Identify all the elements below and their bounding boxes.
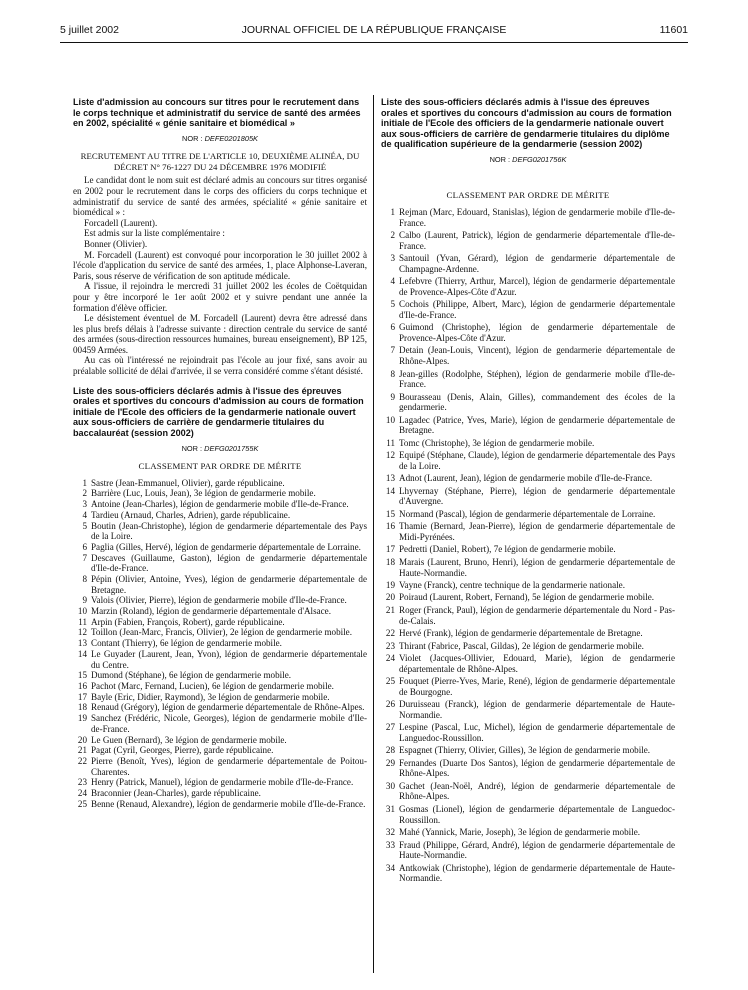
candidate-entry: Hervé (Frank), légion de gendarmerie départementale de Bretagne. [399, 628, 643, 639]
candidate-entry: Marzin (Roland), légion de gendarmerie départementale d'Alsace. [91, 606, 331, 617]
body-paragraph: Le candidat dont le nom suit est déclaré admis au concours sur titres organisé en 2002 pour le recrutement dans le corps des officiers du corps technique et administratif du service de santé des armées, spécialité « génie sanitaire et biomédical » : [73, 175, 367, 218]
list-item [381, 207, 675, 228]
right-column [381, 97, 675, 886]
rank-number: 14 [385, 485, 395, 496]
page-header [60, 24, 688, 38]
candidate-entry: Detain (Jean-Louis, Vincent), légion de gendarmerie départementale de Rhône-Alpes. [399, 345, 675, 367]
list-item [381, 557, 675, 578]
body-paragraph: A l'issue, il rejoindra le mercredi 31 juillet 2002 les écoles de Coëtquidan pour y être incorporé le 1er août 2002 et y suivre pendant une année la formation d'élève officier. [73, 281, 367, 313]
candidate-entry: Roger (Franck, Paul), légion de gendarmerie départementale du Nord - Pas-de-Calais. [399, 604, 675, 626]
list-item [73, 670, 367, 681]
candidate-entry: Vayne (Franck), centre technique de la gendarmerie nationale. [399, 580, 625, 590]
candidate-entry: Paglia (Gilles, Hervé), légion de gendarmerie départementale de Lorraine. [91, 541, 361, 552]
list-item [73, 692, 367, 703]
candidate-entry: Descaves (Guillaume, Gaston), légion de gendarmerie départementale d'Ile-de-France. [91, 552, 367, 574]
rank-number: 16 [77, 681, 87, 692]
candidate-entry: Toillon (Jean-Marc, Francis, Olivier), 2e légion de gendarmerie mobile. [91, 627, 352, 638]
candidate-entry: Gachet (Jean-Noël, André), légion de gendarmerie départementale de Rhône-Alpes. [399, 780, 675, 802]
issue-date: 5 juillet 2002 [60, 24, 119, 36]
candidate-entry: Lefebvre (Thierry, Arthur, Marcel), légion de gendarmerie départementale de Provence-Alpes-Côte d'Azur. [399, 276, 675, 297]
candidate-entry: Lagadec (Patrice, Yves, Marie), légion de gendarmerie départementale de Bretagne. [399, 414, 675, 436]
candidate-entry: Marais (Laurent, Bruno, Henri), légion de gendarmerie départementale de Haute-Normandie. [399, 556, 675, 578]
rank-number: 25 [385, 676, 395, 687]
rank-number: 2 [82, 488, 87, 499]
list-item [381, 827, 675, 838]
nor-code: DEFG0201756K [512, 154, 567, 164]
candidate-entry: Cochois (Philippe, Albert, Marc), légion de gendarmerie départementale d'Ile-de-France. [399, 299, 675, 320]
candidate-entry: Calbo (Laurent, Patrick), légion de gendarmerie départementale d'Ile-de-France. [399, 230, 675, 251]
list-item [381, 299, 675, 320]
rank-number: 9 [390, 391, 395, 402]
list-item [381, 863, 675, 884]
rank-number: 8 [82, 573, 87, 584]
candidate-entry: Antoine (Jean-Charles), légion de gendarmerie mobile d'Ile-de-France. [91, 499, 349, 510]
rank-number: 20 [77, 734, 87, 745]
candidate-entry: Pedretti (Daniel, Robert), 7e légion de gendarmerie mobile. [399, 544, 616, 555]
list-item [73, 510, 367, 521]
candidate-entry: Violet (Jacques-Ollivier, Edouard, Marie), légion de gendarmerie départementale de Rhône-Alpes. [399, 653, 675, 674]
body-paragraph: M. Forcadell (Laurent) est convoqué pour incorporation le 30 juillet 2002 à l'école d'application du service de santé des armées, 1, place Alphonse-Laveran, Paris, sous réserve de vérification de son aptitude médicale. [73, 249, 367, 281]
section-heading: RECRUTEMENT AU TITRE DE L'ARTICLE 10, DEUXIÈME ALINÉA, DU DÉCRET N° 76-1227 DU 24 DÉCEMBRE 1976 MODIFIÉ [80, 150, 360, 172]
ranking-list [381, 207, 675, 884]
rank-number: 11 [386, 437, 395, 448]
rank-number: 6 [390, 322, 395, 333]
candidate-entry: Mahé (Yannick, Marie, Joseph), 3e légion de gendarmerie mobile. [399, 827, 641, 838]
candidate-entry: Benne (Renaud, Alexandre), légion de gendarmerie mobile d'Ile-de-France. [91, 798, 366, 809]
list-item [381, 486, 675, 507]
rank-number: 1 [390, 206, 395, 217]
rank-number: 12 [77, 627, 87, 638]
body-paragraph: Bonner (Olivier). [84, 238, 148, 249]
rank-number: 17 [77, 691, 87, 702]
rank-number: 19 [77, 713, 87, 724]
rank-number: 21 [385, 604, 395, 615]
rank-number: 7 [82, 552, 87, 563]
candidate-entry: Pagat (Cyril, Georges, Pierre), garde républicaine. [91, 745, 274, 756]
nor-reference [381, 155, 675, 164]
candidate-entry: Contant (Thierry), 6e légion de gendarmerie mobile. [91, 638, 282, 649]
list-item [73, 553, 367, 574]
candidate-entry: Lhyvernay (Stéphane, Pierre), légion de gendarmerie départementale d'Auvergne. [399, 485, 675, 507]
candidate-entry: Arpin (Fabien, François, Robert), garde républicaine. [91, 616, 285, 627]
rank-number: 4 [390, 276, 395, 287]
rank-number: 6 [82, 541, 87, 552]
candidate-entry: Bayle (Eric, Didier, Raymond), 3e légion de gendarmerie mobile. [91, 691, 330, 702]
body-paragraph: Le désistement éventuel de M. Forcadell (Laurent) devra être adressé dans les plus brefs délais à l'adresse suivante : direction centrale du service de santé des armées (sous-direction ressources humaines, bureau enseignement), BP 125, 00459 Armées. [73, 313, 367, 355]
list-item [73, 521, 367, 542]
list-item [73, 649, 367, 670]
list-item [381, 605, 675, 626]
rank-number: 16 [385, 521, 395, 532]
section-title: Liste des sous-officiers déclarés admis à l'issue des épreuves orales et sportives du concours d'admission au cours de formation initiale de l'Ecole des officiers de la gendarmerie nationale ouvert aux sous-officiers de carrière de gendarmerie titulaires du diplôme de qualification supérieure de la gendarmerie (session 2002) [381, 97, 672, 150]
section-title: Liste d'admission au concours sur titres pour le recrutement dans le corps technique et administratif du service de santé des armées en 2002, spécialité « génie sanitaire et biomédical » [73, 97, 361, 129]
candidate-entry: Tardieu (Arnaud, Charles, Adrien), garde républicaine. [91, 509, 291, 520]
journal-title: JOURNAL OFFICIEL DE LA RÉPUBLIQUE FRANÇAISE [241, 24, 507, 36]
rank-number: 17 [385, 544, 395, 555]
candidate-entry: Le Guyader (Laurent, Jean, Yvon), légion de gendarmerie départementale du Centre. [91, 648, 367, 670]
list-item [381, 653, 675, 674]
list-item [381, 592, 675, 603]
rank-number: 11 [78, 616, 87, 627]
candidate-entry: Dumond (Stéphane), 6e légion de gendarmerie mobile. [91, 670, 292, 681]
list-item [73, 478, 367, 489]
nor-prefix: NOR : [489, 154, 513, 164]
list-item [73, 606, 367, 617]
rank-number: 24 [77, 788, 87, 799]
list-item [381, 521, 675, 542]
rank-number: 34 [385, 862, 395, 873]
candidate-entry: Henry (Patrick, Manuel), légion de gendarmerie mobile d'Ile-de-France. [91, 777, 354, 788]
list-item [381, 509, 675, 520]
rank-number: 20 [385, 592, 395, 603]
rank-number: 27 [385, 722, 395, 733]
left-column [73, 97, 367, 810]
candidate-entry: Antkowiak (Christophe), légion de gendarmerie départementale de Haute-Normandie. [399, 862, 675, 884]
rank-number: 21 [77, 745, 87, 756]
body-paragraph: Forcadell (Laurent). [84, 217, 158, 228]
list-item [73, 574, 367, 595]
rank-number: 10 [77, 606, 87, 617]
rank-number: 22 [385, 628, 395, 639]
candidate-entry: Sanchez (Frédéric, Nicole, Georges), légion de gendarmerie mobile d'Ile-de-France. [91, 713, 367, 734]
rank-number: 3 [390, 253, 395, 264]
candidate-entry: Rejman (Marc, Edouard, Stanislas), légion de gendarmerie mobile d'Ile-de-France. [399, 206, 675, 228]
candidate-entry: Tomc (Christophe), 3e légion de gendarmerie mobile. [399, 437, 595, 448]
candidate-entry: Santouil (Yvan, Gérard), légion de gendarmerie départementale de Champagne-Ardenne. [399, 253, 675, 274]
candidate-entry: Thirant (Fabrice, Pascal, Gildas), 2e légion de gendarmerie mobile. [399, 640, 644, 651]
list-item [73, 702, 367, 713]
rank-number: 18 [77, 702, 87, 713]
rank-number: 13 [77, 638, 87, 649]
list-item [73, 735, 367, 746]
candidate-entry: Barrière (Luc, Louis, Jean), 3e légion de gendarmerie mobile. [91, 488, 316, 499]
candidate-entry: Adnot (Laurent, Jean), légion de gendarmerie mobile d'Ile-de-France. [399, 473, 653, 484]
nor-prefix: NOR : [181, 443, 205, 453]
list-item [381, 415, 675, 436]
list-item [381, 276, 675, 297]
list-item [381, 628, 675, 639]
rank-number: 24 [385, 653, 395, 664]
candidate-entry: Fouquet (Pierre-Yves, Marie, René), légion de gendarmerie départementale de Bourgogne. [399, 676, 675, 697]
candidate-entry: Pierre (Benoît, Yves), légion de gendarmerie départementale de Poitou-Charentes. [91, 756, 367, 777]
list-item [381, 253, 675, 274]
nor-code: DEFG0201755K [204, 443, 259, 453]
rank-number: 5 [390, 299, 395, 310]
list-item [381, 438, 675, 449]
list-item [381, 758, 675, 779]
candidate-entry: Lespine (Pascal, Luc, Michel), légion de gendarmerie départementale de Languedoc-Roussillon. [399, 722, 675, 743]
rank-number: 1 [82, 477, 87, 488]
list-item [73, 756, 367, 777]
list-item [73, 627, 367, 638]
list-item [73, 713, 367, 734]
candidate-entry: Poiraud (Laurent, Robert, Fernand), 5e légion de gendarmerie mobile. [399, 592, 655, 603]
column-divider [373, 95, 374, 973]
rank-number: 32 [385, 827, 395, 838]
nor-code: DEFE0201805K [204, 133, 258, 143]
page-number: 11601 [659, 24, 688, 36]
rank-number: 15 [77, 670, 87, 681]
candidate-entry: Boutin (Jean-Christophe), légion de gendarmerie départementale des Pays de la Loire. [91, 520, 367, 542]
rank-number: 14 [77, 648, 87, 659]
list-item [73, 499, 367, 510]
list-item [381, 345, 675, 366]
rank-number: 13 [385, 473, 395, 484]
list-item [381, 722, 675, 743]
list-item [381, 450, 675, 471]
rank-number: 29 [385, 757, 395, 768]
nor-reference [73, 444, 367, 453]
header-rule [60, 42, 688, 43]
nor-prefix: NOR : [181, 133, 205, 143]
candidate-entry: Espagnet (Thierry, Olivier, Gilles), 3e légion de gendarmerie mobile. [399, 745, 651, 756]
rank-number: 23 [385, 640, 395, 651]
list-item [73, 542, 367, 553]
list-item [381, 580, 675, 591]
list-item [381, 392, 675, 413]
list-item [381, 322, 675, 343]
list-item [381, 699, 675, 720]
list-item [73, 777, 367, 788]
candidate-entry: Fernandes (Duarte Dos Santos), légion de gendarmerie départementale de Rhône-Alpes. [399, 757, 675, 779]
nor-reference [73, 134, 367, 143]
candidate-entry: Guimond (Christophe), légion de gendarmerie départementale de Provence-Alpes-Côte d'Azur. [399, 322, 675, 343]
list-item [381, 641, 675, 652]
section-title: Liste des sous-officiers déclarés admis à l'issue des épreuves orales et sportives du concours d'admission au cours de formation initiale de l'Ecole des officiers de la gendarmerie nationale ouvert aux sous-officiers de carrière de gendarmerie titulaires du baccalauréat (session 2002) [73, 385, 364, 439]
candidate-entry: Le Guen (Bernard), 3e légion de gendarmerie mobile. [91, 734, 287, 745]
candidate-entry: Duruisseau (Franck), légion de gendarmerie départementale de Haute-Normandie. [399, 699, 675, 720]
body-paragraph: Est admis sur la liste complémentaire : [84, 228, 225, 239]
ranking-list [73, 478, 367, 810]
body-paragraph: Au cas où l'intéressé ne rejoindrait pas l'école au jour fixé, sans avoir au préalable sollicité de délai d'arrivée, il se verra considéré comme s'étant désisté. [73, 355, 367, 377]
list-item [73, 595, 367, 606]
rank-number: 2 [390, 230, 395, 241]
list-item [381, 676, 675, 697]
rank-number: 8 [390, 368, 395, 379]
rank-number: 25 [77, 798, 87, 809]
rank-number: 4 [82, 509, 87, 520]
ranking-heading: CLASSEMENT PAR ORDRE DE MÉRITE [446, 189, 610, 200]
candidate-entry: Fraud (Philippe, Gérard, André), légion de gendarmerie départementale de Haute-Normandie. [399, 839, 675, 861]
candidate-entry: Renaud (Grégory), légion de gendarmerie départementale de Rhône-Alpes. [91, 702, 365, 713]
rank-number: 28 [385, 745, 395, 756]
candidate-entry: Pépin (Olivier, Antoine, Yves), légion de gendarmerie départementale de Bretagne. [91, 573, 367, 595]
candidate-entry: Gosmas (Lionel), légion de gendarmerie départementale de Languedoc-Roussillon. [399, 803, 675, 825]
list-item [381, 369, 675, 390]
list-item [73, 788, 367, 799]
rank-number: 5 [82, 520, 87, 531]
rank-number: 9 [82, 595, 87, 606]
list-item [381, 781, 675, 802]
list-item [73, 745, 367, 756]
rank-number: 3 [82, 499, 87, 510]
rank-number: 15 [385, 508, 395, 519]
rank-number: 26 [385, 699, 395, 710]
candidate-entry: Valois (Olivier, Pierre), légion de gendarmerie mobile d'Ile-de-France. [91, 595, 347, 606]
rank-number: 33 [385, 839, 395, 850]
candidate-entry: Equipé (Stéphane, Claude), légion de gendarmerie départementale des Pays de la Loire. [399, 450, 675, 471]
rank-number: 12 [385, 450, 395, 461]
list-item [381, 544, 675, 555]
section-body [73, 175, 367, 376]
list-item [381, 230, 675, 251]
candidate-entry: Braconnier (Jean-Charles), garde républicaine. [91, 788, 261, 799]
list-item [381, 473, 675, 484]
candidate-entry: Thamie (Bernard, Jean-Pierre), légion de gendarmerie départementale de Midi-Pyrénées. [399, 521, 675, 542]
candidate-entry: Normand (Pascal), légion de gendarmerie départementale de Lorraine. [399, 508, 656, 519]
rank-number: 23 [77, 777, 87, 788]
candidate-entry: Bourasseau (Denis, Alain, Gilles), commandement des écoles de la gendarmerie. [399, 391, 675, 413]
rank-number: 22 [77, 756, 87, 767]
candidate-entry: Sastre (Jean-Emmanuel, Olivier), garde républicaine. [91, 477, 285, 488]
candidate-entry: Pachot (Marc, Fernand, Lucien), 6e légion de gendarmerie mobile. [91, 681, 334, 692]
rank-number: 19 [385, 580, 395, 590]
list-item [381, 745, 675, 756]
list-item [73, 799, 367, 810]
list-item [73, 617, 367, 628]
rank-number: 31 [385, 803, 395, 814]
rank-number: 18 [385, 556, 395, 567]
list-item [381, 840, 675, 861]
list-item [73, 488, 367, 499]
rank-number: 7 [390, 345, 395, 356]
list-item [73, 638, 367, 649]
ranking-heading: CLASSEMENT PAR ORDRE DE MÉRITE [138, 460, 302, 471]
list-item [381, 804, 675, 825]
rank-number: 10 [385, 414, 395, 425]
candidate-entry: Jean-gilles (Rodolphe, Stéphen), légion de gendarmerie mobile d'Ile-de-France. [399, 368, 675, 390]
list-item [73, 681, 367, 692]
rank-number: 30 [385, 780, 395, 791]
